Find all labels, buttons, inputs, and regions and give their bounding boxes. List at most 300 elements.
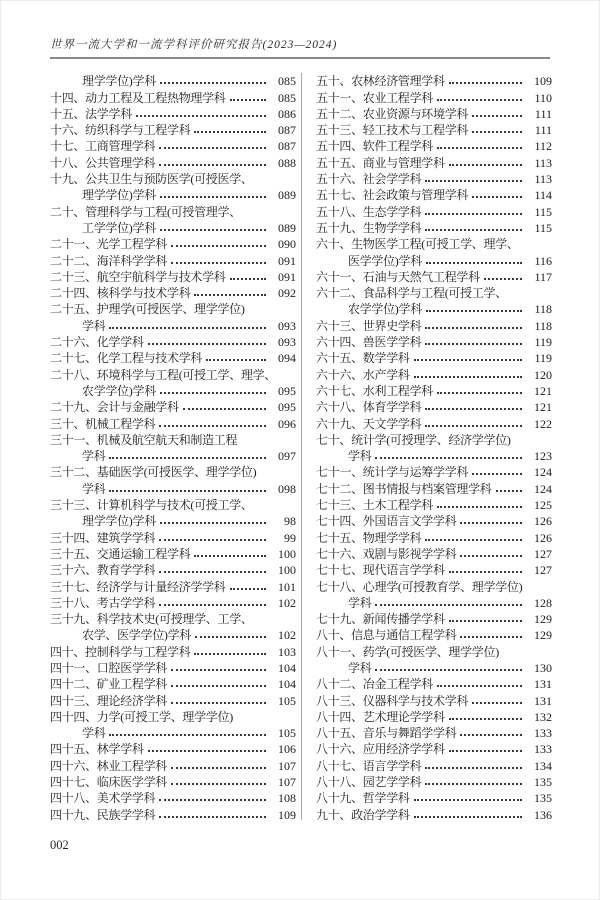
toc-entry-line (316, 578, 552, 594)
dot-leader (160, 196, 266, 198)
toc-entry-line (316, 399, 552, 415)
toc-entry-page-number: 087 (278, 123, 296, 138)
toc-entry-page-number: 110 (534, 90, 552, 105)
toc-entry-title: 农学、医学学位)学科 (82, 628, 191, 643)
toc-entry-line (316, 220, 552, 236)
toc-entry-title: 六十、生物医学工程(可授工学、理学、 (316, 237, 519, 252)
toc-entry-title: 七十二、图书情报与档案管理学科 (316, 481, 492, 496)
toc-entry-page-number: 111 (534, 123, 552, 138)
toc-entry-title: 五十二、农业资源与环境学科 (316, 106, 469, 121)
dot-leader (159, 799, 266, 801)
toc-entry-line (50, 187, 296, 203)
toc-entry-line (50, 334, 296, 350)
toc-entry-page-number: 128 (534, 595, 552, 610)
toc-entry-page-number: 130 (534, 660, 552, 675)
toc-entry-page-number: 131 (534, 677, 552, 692)
toc-entry-page-number: 121 (534, 400, 552, 415)
toc-entry-line (316, 203, 552, 219)
toc-entry-line (316, 350, 552, 366)
toc-entry-page-number: 125 (534, 498, 552, 513)
toc-column-right (302, 73, 552, 823)
toc-entry-title: 九十、政治学学科 (316, 807, 410, 822)
toc-entry-title: 七十九、新闻传播学学科 (316, 612, 445, 627)
toc-entry-page-number: 99 (284, 530, 296, 545)
toc-entry-page-number: 119 (534, 351, 552, 366)
toc-entry-title: 八十四、艺术理论学学科 (316, 709, 445, 724)
toc-entry-title: 学科 (348, 660, 372, 675)
dot-leader (109, 734, 266, 736)
toc-entry-line (316, 513, 552, 529)
toc-entry-title: 二十八、环境科学与工程(可授工学、理学、 (50, 367, 276, 382)
dot-leader (159, 571, 266, 573)
toc-entry-page-number: 109 (278, 807, 296, 822)
toc-entry-page-number: 095 (278, 383, 296, 398)
toc-entry-line (50, 415, 296, 431)
toc-entry-title: 四十、控制科学与工程学科 (50, 644, 191, 659)
toc-entry-title: 四十九、民族学学科 (50, 807, 156, 822)
dot-leader (171, 685, 266, 687)
dot-leader (159, 816, 266, 818)
toc-entry-line (50, 497, 296, 513)
toc-entry-line (50, 301, 296, 317)
toc-entry-line (316, 138, 552, 154)
toc-entry-line (316, 366, 552, 382)
toc-entry-line (50, 546, 296, 562)
dot-leader (426, 310, 522, 312)
dot-leader (160, 522, 266, 524)
toc-entry-title: 三十二、基础医学(可授医学、理学学位) (50, 465, 257, 480)
toc-entry-title: 二十九、会计与金融学科 (50, 400, 179, 415)
toc-entry-page-number: 133 (534, 726, 552, 741)
dot-leader (449, 620, 522, 622)
toc-entry-title: 二十一、光学工程学科 (50, 237, 168, 252)
toc-entry-title: 三十五、交通运输工程学科 (50, 546, 191, 561)
dot-leader (171, 702, 266, 704)
toc-entry-line (316, 757, 552, 773)
toc-entry-line (316, 269, 552, 285)
dot-leader (449, 82, 522, 84)
toc-entry-line (316, 122, 552, 138)
toc-entry-title: 四十二、矿业工程学科 (50, 677, 168, 692)
toc-entry-line (50, 220, 296, 236)
dot-leader (425, 213, 522, 215)
toc-entry-page-number: 113 (534, 172, 552, 187)
toc-entry-line (50, 154, 296, 170)
toc-entry-page-number: 112 (534, 139, 552, 154)
toc-entry-line (50, 480, 296, 496)
toc-entry-title: 理学学位)学科 (82, 74, 156, 89)
toc-entry-line (316, 334, 552, 350)
toc-entry-page-number: 113 (534, 155, 552, 170)
toc-entry-title: 八十六、应用经济学学科 (316, 742, 445, 757)
toc-entry-line (50, 578, 296, 594)
toc-entry-title: 三十三、计算机科学与技术(可授工学、 (50, 498, 253, 513)
toc-entry-title: 八十五、音乐与舞蹈学学科 (316, 726, 457, 741)
toc-entry-line (316, 643, 552, 659)
toc-entry-line (316, 171, 552, 187)
dot-leader (160, 392, 266, 394)
toc-entry-line (316, 709, 552, 725)
toc-entry-line (50, 692, 296, 708)
toc-entry-title: 三十、机械工程学科 (50, 416, 156, 431)
toc-entry-line (50, 774, 296, 790)
toc-entry-title: 五十五、商业与管理学科 (316, 155, 445, 170)
toc-entry-title: 七十三、土木工程学科 (316, 498, 434, 513)
toc-entry-title: 二十二、海洋科学学科 (50, 253, 168, 268)
toc-entry-page-number: 126 (534, 530, 552, 545)
toc-entry-page-number: 085 (278, 90, 296, 105)
dot-leader (460, 522, 522, 524)
toc-entry-page-number: 127 (534, 563, 552, 578)
toc-entry-title: 学科 (348, 449, 372, 464)
dot-leader (449, 164, 522, 166)
dot-leader (425, 180, 522, 182)
toc-entry-line (316, 236, 552, 252)
toc-entry-line (316, 73, 552, 89)
toc-entry-title: 三十九、科学技术史(可授理学、工学、 (50, 612, 253, 627)
toc-entry-title: 三十六、教育学学科 (50, 563, 156, 578)
toc-entry-page-number: 119 (534, 335, 552, 350)
toc-entry-page-number: 105 (278, 693, 296, 708)
toc-entry-page-number: 120 (534, 367, 552, 382)
toc-entry-line (50, 513, 296, 529)
dot-leader (437, 685, 522, 687)
toc-entry-page-number: 091 (278, 269, 296, 284)
dot-leader (195, 636, 266, 638)
toc-entry-line (316, 692, 552, 708)
toc-entry-line (316, 106, 552, 122)
toc-entry-page-number: 114 (534, 188, 552, 203)
toc-entry-page-number: 117 (534, 269, 552, 284)
folio-page-number: 002 (50, 838, 69, 852)
toc-entry-title: 五十四、软件工程学科 (316, 139, 434, 154)
toc-entry-title: 八十八、园艺学学科 (316, 775, 422, 790)
toc-entry-title: 八十一、药学(可授医学、理学学位) (316, 644, 499, 659)
toc-entry-line (316, 676, 552, 692)
toc-entry-title: 二十四、核科学与技术学科 (50, 286, 191, 301)
toc-entry-line (316, 464, 552, 480)
toc-entry-title: 五十一、农业工程学科 (316, 90, 434, 105)
toc-entry-page-number: 102 (278, 595, 296, 610)
toc-entry-page-number: 092 (278, 286, 296, 301)
dot-leader (160, 82, 266, 84)
toc-entry-title: 五十九、生物学学科 (316, 220, 422, 235)
toc-entry-page-number: 129 (534, 628, 552, 643)
toc-entry-page-number: 126 (534, 514, 552, 529)
toc-entry-title: 三十七、经济学与计量经济学学科 (50, 579, 226, 594)
toc-entry-title: 学科 (82, 481, 106, 496)
dot-leader (194, 555, 266, 557)
dot-leader (171, 245, 266, 247)
toc-entry-title: 学科 (348, 595, 372, 610)
toc-entry-page-number: 115 (534, 220, 552, 235)
toc-entry-page-number: 088 (278, 155, 296, 170)
dot-leader (496, 490, 522, 492)
toc-entry-title: 五十六、社会学学科 (316, 172, 422, 187)
dot-leader (414, 376, 522, 378)
toc-entry-line (316, 562, 552, 578)
toc-entry-line (316, 529, 552, 545)
toc-entry-title: 八十二、冶金工程学科 (316, 677, 434, 692)
toc-entry-title: 十八、公共管理学科 (50, 155, 156, 170)
dot-leader (194, 653, 266, 655)
toc-entry-page-number: 086 (278, 106, 296, 121)
toc-entry-title: 二十六、化学学科 (50, 335, 144, 350)
toc-entry-line (316, 448, 552, 464)
toc-entry-title: 四十八、美术学学科 (50, 791, 156, 806)
dot-leader (425, 425, 522, 427)
toc-entry-page-number: 104 (278, 660, 296, 675)
toc-content (50, 73, 552, 823)
dot-leader (159, 164, 266, 166)
toc-entry-line (316, 611, 552, 627)
toc-entry-page-number: 105 (278, 726, 296, 741)
toc-entry-title: 四十七、临床医学学科 (50, 775, 168, 790)
dot-leader (460, 734, 522, 736)
toc-entry-page-number: 121 (534, 383, 552, 398)
toc-entry-title: 五十、农林经济管理学科 (316, 74, 445, 89)
dot-leader (472, 131, 522, 133)
toc-entry-line (316, 154, 552, 170)
toc-entry-line (316, 627, 552, 643)
dot-leader (183, 408, 266, 410)
dot-leader (437, 147, 522, 149)
toc-entry-page-number: 089 (278, 188, 296, 203)
toc-entry-title: 八十三、仪器科学与技术学科 (316, 693, 469, 708)
toc-entry-title: 四十一、口腔医学学科 (50, 660, 168, 675)
dot-leader (159, 147, 266, 149)
toc-entry-title: 二十五、护理学(可授医学、理学学位) (50, 302, 245, 317)
toc-entry-page-number: 101 (278, 579, 296, 594)
toc-entry-line (50, 806, 296, 822)
toc-entry-title: 三十一、机械及航空航天和制造工程 (50, 432, 238, 447)
toc-entry-title: 学科 (82, 449, 106, 464)
toc-entry-line (316, 252, 552, 268)
dot-leader (425, 343, 522, 345)
dot-leader (414, 359, 522, 361)
toc-entry-title: 十四、动力工程及工程热物理学科 (50, 90, 226, 105)
dot-leader (230, 588, 266, 590)
toc-entry-title: 七十七、现代语言学学科 (316, 563, 445, 578)
toc-entry-line (50, 252, 296, 268)
toc-entry-title: 十五、法学学科 (50, 106, 132, 121)
dot-leader (426, 262, 522, 264)
toc-entry-line (316, 660, 552, 676)
toc-entry-line (50, 709, 296, 725)
toc-entry-title: 八十、信息与通信工程学科 (316, 628, 457, 643)
toc-entry-title: 学科 (82, 318, 106, 333)
toc-entry-line (316, 187, 552, 203)
dot-leader (414, 816, 522, 818)
toc-entry-page-number: 104 (278, 677, 296, 692)
dot-leader (230, 99, 266, 101)
toc-entry-title: 六十一、石油与天然气工程学科 (316, 269, 480, 284)
toc-entry-page-number: 111 (534, 106, 552, 121)
toc-entry-title: 理学学位)学科 (82, 514, 156, 529)
toc-entry-title: 七十四、外国语言文学学科 (316, 514, 457, 529)
header-rule (50, 57, 550, 59)
toc-entry-title: 五十八、生态学学科 (316, 204, 422, 219)
toc-entry-page-number: 091 (278, 253, 296, 268)
toc-entry-page-number: 135 (534, 775, 552, 790)
toc-entry-page-number: 98 (284, 514, 296, 529)
toc-entry-line (50, 529, 296, 545)
toc-entry-line (50, 285, 296, 301)
toc-entry-title: 理学学位)学科 (82, 188, 156, 203)
toc-entry-title: 四十五、林学学科 (50, 742, 144, 757)
toc-entry-title: 六十九、天文学学科 (316, 416, 422, 431)
dot-leader (171, 669, 266, 671)
toc-entry-title: 六十五、数学学科 (316, 351, 410, 366)
toc-entry-line (50, 660, 296, 676)
toc-entry-title: 四十四、力学(可授工学、理学学位) (50, 709, 233, 724)
dot-leader (136, 115, 266, 117)
toc-entry-title: 六十六、水产学科 (316, 367, 410, 382)
toc-entry-line (50, 106, 296, 122)
toc-entry-page-number: 106 (278, 742, 296, 757)
toc-entry-line (50, 643, 296, 659)
dot-leader (171, 783, 266, 785)
toc-entry-page-number: 134 (534, 758, 552, 773)
toc-entry-page-number: 096 (278, 416, 296, 431)
toc-entry-page-number: 098 (278, 481, 296, 496)
toc-entry-title: 五十七、社会政策与管理学科 (316, 188, 469, 203)
toc-entry-title: 工学学位)学科 (82, 220, 156, 235)
toc-entry-title: 十七、工商管理学科 (50, 139, 156, 154)
dot-leader (194, 294, 266, 296)
toc-entry-page-number: 118 (534, 318, 552, 333)
toc-entry-line (50, 627, 296, 643)
toc-entry-line (316, 806, 552, 822)
toc-entry-title: 七十八、心理学(可授教育学、理学学位) (316, 579, 523, 594)
toc-entry-title: 八十九、哲学学科 (316, 791, 410, 806)
toc-entry-title: 三十八、考古学学科 (50, 595, 156, 610)
dot-leader (472, 702, 522, 704)
toc-entry-line (50, 595, 296, 611)
dot-leader (206, 359, 266, 361)
toc-entry-page-number: 109 (534, 74, 552, 89)
toc-entry-page-number: 100 (278, 546, 296, 561)
toc-entry-line (50, 676, 296, 692)
toc-entry-line (50, 350, 296, 366)
toc-entry-page-number: 124 (534, 481, 552, 496)
toc-entry-page-number: 103 (278, 644, 296, 659)
toc-entry-page-number: 116 (534, 253, 552, 268)
dot-leader (437, 99, 522, 101)
dot-leader (109, 490, 266, 492)
toc-entry-title: 四十三、理论经济学科 (50, 693, 168, 708)
toc-entry-line (50, 725, 296, 741)
toc-entry-page-number: 100 (278, 563, 296, 578)
toc-entry-title: 六十二、食品科学与工程(可授工学、 (316, 286, 507, 301)
toc-entry-title: 七十六、戏剧与影视学学科 (316, 546, 457, 561)
toc-entry-page-number: 102 (278, 628, 296, 643)
toc-entry-title: 二十七、化学工程与技术学科 (50, 351, 203, 366)
dot-leader (460, 636, 522, 638)
dot-leader (437, 506, 522, 508)
dot-leader (194, 131, 266, 133)
toc-entry-line (50, 317, 296, 333)
toc-entry-line (316, 301, 552, 317)
dot-leader (159, 539, 266, 541)
toc-entry-page-number: 085 (278, 74, 296, 89)
toc-entry-title: 五十三、轻工技术与工程学科 (316, 123, 469, 138)
toc-entry-title: 六十三、世界史学科 (316, 318, 422, 333)
toc-entry-line (50, 366, 296, 382)
toc-entry-line (316, 89, 552, 105)
running-head-title: 世界一流大学和一流学科评价研究报告(2023—2024) (50, 39, 338, 51)
toc-entry-line (50, 171, 296, 187)
toc-entry-line (316, 790, 552, 806)
toc-entry-line (316, 415, 552, 431)
toc-entry-line (50, 122, 296, 138)
toc-entry-page-number: 108 (278, 791, 296, 806)
toc-entry-page-number: 133 (534, 742, 552, 757)
toc-entry-page-number: 095 (278, 400, 296, 415)
toc-entry-line (50, 383, 296, 399)
toc-entry-line (50, 269, 296, 285)
toc-entry-page-number: 135 (534, 791, 552, 806)
toc-entry-page-number: 118 (534, 302, 552, 317)
toc-entry-page-number: 124 (534, 465, 552, 480)
toc-entry-line (316, 774, 552, 790)
dot-leader (159, 604, 266, 606)
dot-leader (375, 669, 522, 671)
toc-entry-title: 医学学位)学科 (348, 253, 422, 268)
toc-entry-line (50, 399, 296, 415)
toc-entry-line (50, 138, 296, 154)
toc-entry-page-number: 087 (278, 139, 296, 154)
toc-entry-title: 二十、管理科学与工程(可授管理学、 (50, 204, 241, 219)
toc-entry-title: 六十四、兽医学学科 (316, 335, 422, 350)
toc-entry-title: 七十一、统计学与运筹学学科 (316, 465, 469, 480)
dot-leader (425, 229, 522, 231)
toc-entry-page-number: 097 (278, 449, 296, 464)
toc-entry-line (50, 73, 296, 89)
dot-leader (449, 718, 522, 720)
toc-entry-line (50, 89, 296, 105)
dot-leader (425, 783, 522, 785)
toc-entry-line (316, 741, 552, 757)
dot-leader (375, 604, 522, 606)
toc-entry-line (50, 203, 296, 219)
toc-entry-title: 八十七、语言学学科 (316, 758, 422, 773)
toc-entry-page-number: 127 (534, 546, 552, 561)
toc-entry-page-number: 136 (534, 807, 552, 822)
dot-leader (472, 196, 522, 198)
toc-entry-line (50, 741, 296, 757)
toc-entry-page-number: 132 (534, 709, 552, 724)
dot-leader (230, 278, 266, 280)
dot-leader (159, 425, 266, 427)
toc-entry-line (50, 562, 296, 578)
toc-entry-line (316, 383, 552, 399)
toc-entry-line (316, 546, 552, 562)
dot-leader (449, 750, 522, 752)
toc-entry-line (50, 757, 296, 773)
toc-entry-line (316, 285, 552, 301)
toc-entry-page-number: 107 (278, 758, 296, 773)
page-header (50, 36, 550, 59)
dot-leader (171, 767, 266, 769)
toc-entry-title: 十九、公共卫生与预防医学(可授医学、 (50, 172, 253, 187)
toc-entry-title: 学科 (82, 726, 106, 741)
toc-entry-title: 六十七、水利工程学科 (316, 383, 434, 398)
dot-leader (472, 473, 522, 475)
toc-entry-line (50, 790, 296, 806)
dot-leader (425, 539, 522, 541)
toc-entry-title: 十六、纺织科学与工程学科 (50, 123, 191, 138)
